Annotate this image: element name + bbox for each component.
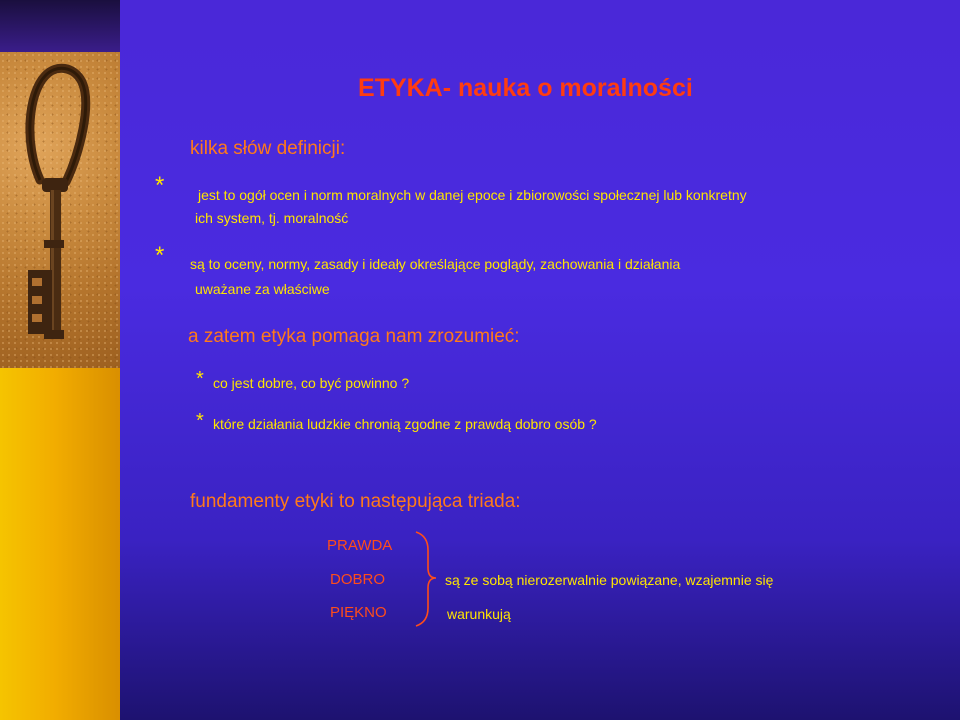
triad-item-2: DOBRO xyxy=(330,571,386,588)
bullet-4: * xyxy=(196,410,204,432)
bullet-1: * xyxy=(155,172,165,199)
triad-description-line-1: są ze sobą nierozerwalnie powiązane, wzajemnie się xyxy=(445,572,774,588)
key-icon xyxy=(0,52,120,368)
definition-1-line-2: ich system, tj. moralność xyxy=(195,210,349,226)
triad-description-line-2: warunkują xyxy=(447,606,511,622)
slide-title: ETYKA- nauka o moralności xyxy=(358,74,693,102)
triad-item-3: PIĘKNO xyxy=(330,604,387,621)
left-band-top xyxy=(0,0,120,52)
question-1: co jest dobre, co być powinno ? xyxy=(213,375,410,391)
bullet-3: * xyxy=(196,368,204,390)
definition-2-line-1: są to oceny, normy, zasady i ideały określające poglądy, zachowania i działania xyxy=(190,256,681,272)
bullet-2: * xyxy=(155,242,165,269)
question-2: które działania ludzkie chronią zgodne z prawdą dobro osób ? xyxy=(213,416,597,432)
triad-brace xyxy=(410,528,440,628)
definition-1-line-1: jest to ogół ocen i norm moralnych w danej epoce i zbiorowości społecznej lub konkretny xyxy=(198,187,747,203)
definition-2-line-2: uważane za właściwe xyxy=(195,281,330,297)
intro-text: kilka słów definicji: xyxy=(190,138,346,159)
key-photo xyxy=(0,52,120,368)
heading-3: fundamenty etyki to następująca triada: xyxy=(190,491,521,512)
heading-2: a zatem etyka pomaga nam zrozumieć: xyxy=(188,326,520,347)
triad-item-1: PRAWDA xyxy=(327,537,393,554)
